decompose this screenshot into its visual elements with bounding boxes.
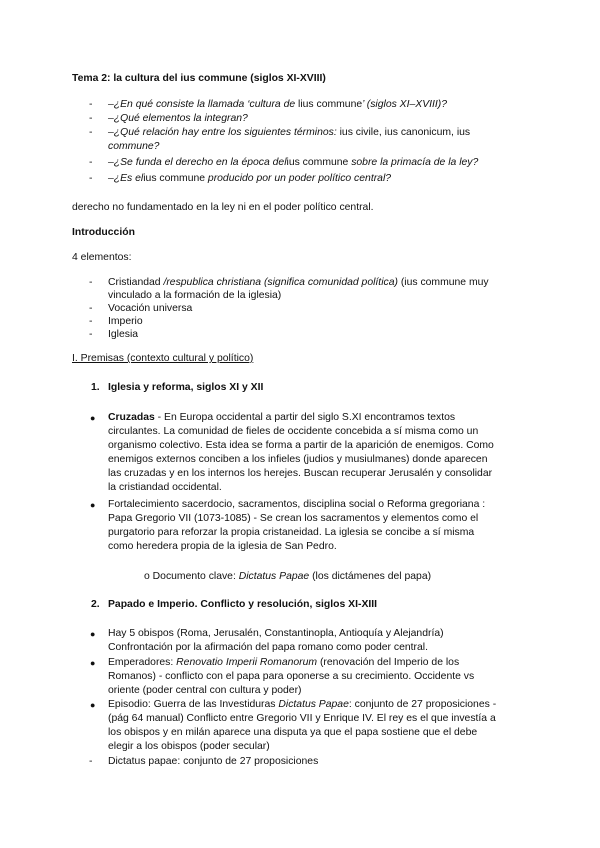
- s1-bullet1-line3: organismo colectivo. Esta idea se forma a partir de la aparición de enemigos. Como: [108, 440, 494, 451]
- s1-bullet1-line6: la cristiandad occidental.: [108, 482, 222, 493]
- s1-bullet2-line1: Fortalecimiento sacerdocio, sacramentos, disciplina social o Reforma gregoriana :: [108, 499, 486, 510]
- s2-bullet1-line2: Confrontación por la afirmación del papa romano como poder central.: [108, 642, 428, 653]
- s2-bullet3-line3: los obispos y en milán aparece una disputa ya que el papa sostiene que el debe: [108, 727, 478, 738]
- intro-item-4: Iglesia: [108, 329, 139, 340]
- intro-item-3: Imperio: [108, 316, 143, 327]
- intro-item-1: Cristiandad /respublica christiana (significa comunidad política) (ius commune muy: [108, 277, 489, 288]
- question-3: –¿Qué relación hay entre los siguientes términos: ius civile, ius canonicum, ius: [108, 127, 471, 138]
- intro-heading: Introducción: [72, 227, 135, 238]
- section-1-number: 1.: [91, 382, 100, 393]
- answer-line: derecho no fundamentado en la ley ni en el poder político central.: [72, 202, 374, 213]
- bullet-icon: ●: [90, 658, 96, 668]
- s2-bullet1-line1: Hay 5 obispos (Roma, Jerusalén, Constantinopla, Antioquía y Alejandría): [108, 628, 444, 639]
- dash-marker: -: [89, 316, 93, 327]
- section-2-heading: Papado e Imperio. Conflicto y resolución, siglos XI-XIII: [108, 599, 378, 610]
- page-title: Tema 2: la cultura del ius commune (siglos XI-XVIII): [72, 73, 326, 84]
- question-3-cont: commune?: [108, 141, 160, 152]
- section-2-number: 2.: [91, 599, 100, 610]
- premisas-heading: I. Premisas (contexto cultural y político): [72, 353, 254, 364]
- intro-item-2: Vocación universa: [108, 303, 193, 314]
- intro-count: 4 elementos:: [72, 252, 132, 263]
- s1-bullet1-line4: enemigos externos conciben a los infieles (judios y musiulmanes) donde aparecen: [108, 454, 488, 465]
- s1-bullet2-line3: purgatorio para reforzar la propia cristaneidad. La iglesia se concibe a sí misma: [108, 527, 475, 538]
- s1-bullet1-line5: las cruzadas y en los internos los herejes. Buscan recuperar Jerusalén y consolidar: [108, 468, 493, 479]
- bullet-icon: ●: [90, 629, 96, 639]
- s1-bullet2-line4: como heredera propia de la iglesia de San Pedro.: [108, 541, 337, 552]
- s2-bullet2-line1: Emperadores: Renovatio Imperii Romanorum (renovación del Imperio de los: [108, 657, 460, 668]
- s2-bullet2-line3: oriente (poder central con cultura y poder): [108, 685, 302, 696]
- s2-last-item: Dictatus papae: conjunto de 27 proposiciones: [108, 756, 319, 767]
- question-5: –¿Es elius commune producido por un poder político central?: [108, 173, 392, 184]
- s1-bullet1-line1: Cruzadas - En Europa occidental a partir del siglo S.XI encontramos textos: [108, 412, 456, 423]
- s2-bullet3-line2: (pág 64 manual) Conflicto entre Gregorio VII y Enrique IV. El rey es el que investía a: [108, 713, 496, 724]
- dash-marker: -: [89, 99, 93, 110]
- dash-marker: -: [89, 756, 93, 767]
- dash-marker: -: [89, 303, 93, 314]
- bullet-icon: ●: [90, 700, 96, 710]
- question-4: –¿Se funda el derecho en la época delius commune sobre la primacía de la ley?: [108, 157, 479, 168]
- bullet-icon: ●: [90, 413, 96, 423]
- dash-marker: -: [89, 173, 93, 184]
- key-document: o Documento clave: Dictatus Papae (los dictámenes del papa): [144, 571, 432, 582]
- s1-bullet2-line2: Papa Gregorio VII (1073-1085) - Se crean los sacramentos y elementos como el: [108, 513, 479, 524]
- dash-marker: -: [89, 277, 93, 288]
- s2-bullet2-line2: Romanos) - conflicto con el papa para oponerse a su crecimiento. Occidente vs: [108, 671, 475, 682]
- s2-bullet3-line1: Episodio: Guerra de las Investiduras Dictatus Papae: conjunto de 27 proposiciones -: [108, 699, 497, 710]
- s1-bullet1-line2: circulantes. La comunidad de fieles de occidente concebida a sí misma como un: [108, 426, 479, 437]
- s2-bullet3-line4: elegir a los obispos (poder secular): [108, 741, 270, 752]
- question-1: –¿En qué consiste la llamada ‘cultura de lius commune’ (siglos XI–XVIII)?: [108, 99, 448, 110]
- bullet-icon: ●: [90, 500, 96, 510]
- dash-marker: -: [89, 157, 93, 168]
- section-1-heading: Iglesia y reforma, siglos XI y XII: [108, 382, 264, 393]
- dash-marker: -: [89, 113, 93, 124]
- dash-marker: -: [89, 127, 93, 138]
- intro-item-1-cont: vinculado a la formación de la iglesia): [108, 290, 282, 301]
- question-2: –¿Qué elementos la integran?: [108, 113, 248, 124]
- dash-marker: -: [89, 329, 93, 340]
